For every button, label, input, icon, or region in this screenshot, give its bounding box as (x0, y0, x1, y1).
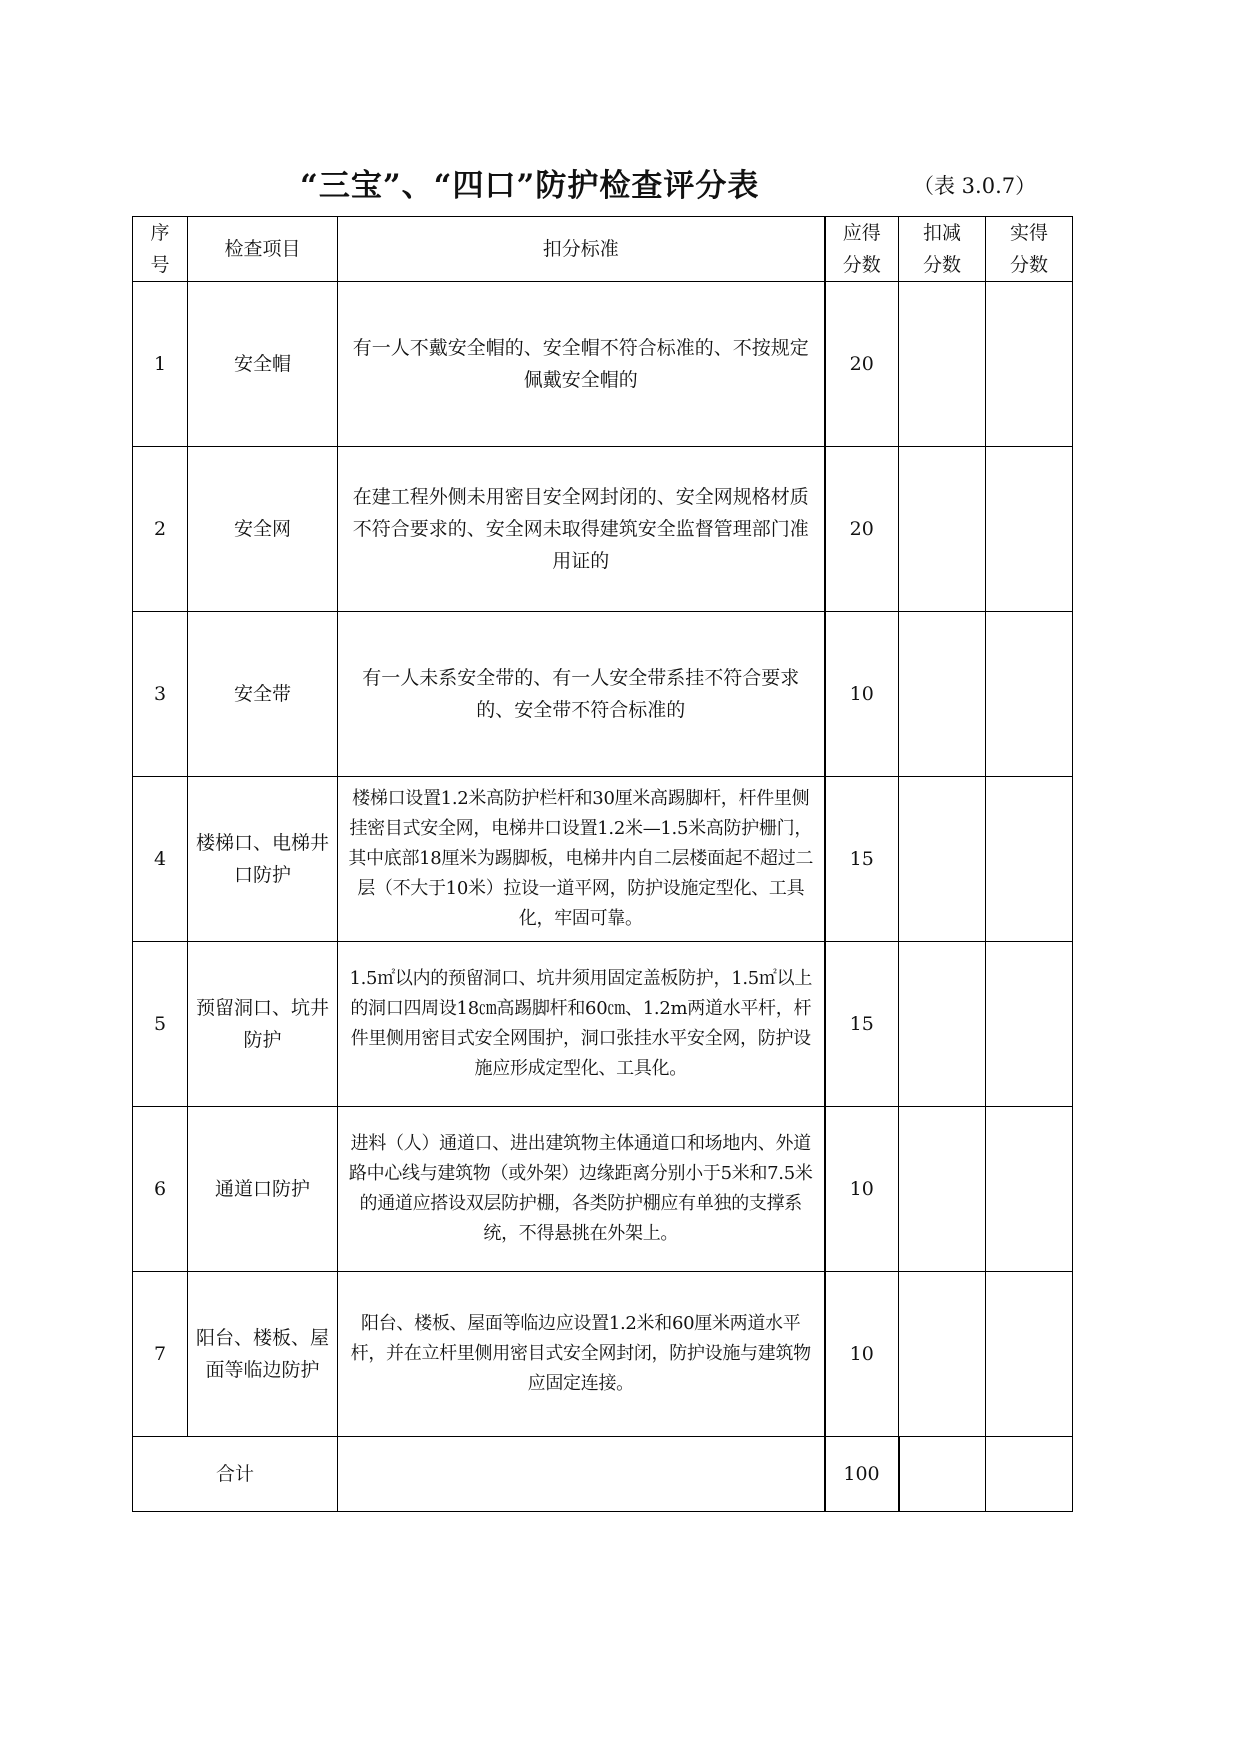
row-standard: 有一人不戴安全帽的、安全帽不符合标准的、不按规定佩戴安全帽的 (338, 282, 825, 447)
row-deduct-score[interactable] (899, 942, 986, 1107)
row-standard: 进料（人）通道口、进出建筑物主体通道口和场地内、外道路中心线与建筑物（或外架）边缘距离分别小于5米和7.5米的通道应搭设双层防护棚，各类防护棚应有单独的支撑系统，不得悬挑在外架上。 (338, 1107, 825, 1272)
page-title: “三宝”、“四口”防护检查评分表 (300, 168, 760, 204)
row-actual-score[interactable] (986, 942, 1073, 1107)
row-actual-score[interactable] (986, 282, 1073, 447)
row-due-score: 15 (825, 777, 899, 942)
row-standard: 阳台、楼板、屋面等临边应设置1.2米和60厘米两道水平杆，并在立杆里侧用密目式安全网封闭，防护设施与建筑物应固定连接。 (338, 1272, 825, 1437)
row-item: 通道口防护 (188, 1107, 338, 1272)
row-deduct-score[interactable] (899, 1272, 986, 1437)
row-item: 楼梯口、电梯井口防护 (188, 777, 338, 942)
total-label: 合计 (133, 1437, 338, 1512)
table-row (133, 1272, 1073, 1437)
row-deduct-score[interactable] (899, 777, 986, 942)
row-seq: 4 (133, 777, 188, 942)
row-item: 安全网 (188, 447, 338, 612)
scoring-table (132, 216, 1073, 1512)
row-deduct-score[interactable] (899, 282, 986, 447)
header-due-score: 应得 分数 (825, 217, 899, 282)
header-deduct-score: 扣减 分数 (899, 217, 986, 282)
row-standard: 楼梯口设置1.2米高防护栏杆和30厘米高踢脚杆，杆件里侧挂密目式安全网，电梯井口设置1.2米—1.5米高防护栅门，其中底部18厘米为踢脚板，电梯井内自二层楼面起不超过二层（不大于10米）拉设一道平网，防护设施定型化、工具化，牢固可靠。 (338, 777, 825, 942)
row-actual-score[interactable] (986, 777, 1073, 942)
row-due-score: 10 (825, 612, 899, 777)
table-number: （表 3.0.7） (913, 174, 1037, 198)
table-row (133, 447, 1073, 612)
table-row (133, 612, 1073, 777)
total-deduct-score[interactable] (899, 1437, 986, 1512)
row-seq: 7 (133, 1272, 188, 1437)
row-seq: 6 (133, 1107, 188, 1272)
row-due-score: 20 (825, 447, 899, 612)
row-item: 阳台、楼板、屋面等临边防护 (188, 1272, 338, 1437)
row-deduct-score[interactable] (899, 447, 986, 612)
row-deduct-score[interactable] (899, 1107, 986, 1272)
row-due-score: 15 (825, 942, 899, 1107)
row-standard: 1.5㎡以内的预留洞口、坑井须用固定盖板防护，1.5㎡以上的洞口四周设18㎝高踢脚杆和60㎝、1.2m两道水平杆，杆件里侧用密目式安全网围护，洞口张挂水平安全网，防护设施应形成定型化、工具化。 (338, 942, 825, 1107)
total-due-score: 100 (825, 1437, 899, 1512)
row-actual-score[interactable] (986, 612, 1073, 777)
row-due-score: 10 (825, 1272, 899, 1437)
row-actual-score[interactable] (986, 1107, 1073, 1272)
row-item: 预留洞口、坑井防护 (188, 942, 338, 1107)
table-row (133, 777, 1073, 942)
row-deduct-score[interactable] (899, 612, 986, 777)
row-standard: 有一人未系安全带的、有一人安全带系挂不符合要求的、安全带不符合标准的 (338, 612, 825, 777)
table-row (133, 1107, 1073, 1272)
total-row (133, 1437, 1073, 1512)
total-standard (338, 1437, 825, 1512)
row-seq: 5 (133, 942, 188, 1107)
table-row (133, 942, 1073, 1107)
header-standard: 扣分标准 (338, 217, 825, 282)
row-standard: 在建工程外侧未用密目安全网封闭的、安全网规格材质不符合要求的、安全网未取得建筑安全监督管理部门准用证的 (338, 447, 825, 612)
row-due-score: 10 (825, 1107, 899, 1272)
header-actual-score: 实得 分数 (986, 217, 1073, 282)
row-due-score: 20 (825, 282, 899, 447)
row-seq: 1 (133, 282, 188, 447)
row-item: 安全带 (188, 612, 338, 777)
row-seq: 2 (133, 447, 188, 612)
header-seq: 序 号 (133, 217, 188, 282)
total-actual-score[interactable] (986, 1437, 1073, 1512)
row-seq: 3 (133, 612, 188, 777)
row-item: 安全帽 (188, 282, 338, 447)
row-actual-score[interactable] (986, 447, 1073, 612)
header-item: 检查项目 (188, 217, 338, 282)
row-actual-score[interactable] (986, 1272, 1073, 1437)
table-row (133, 282, 1073, 447)
table-header-row (133, 217, 1073, 282)
